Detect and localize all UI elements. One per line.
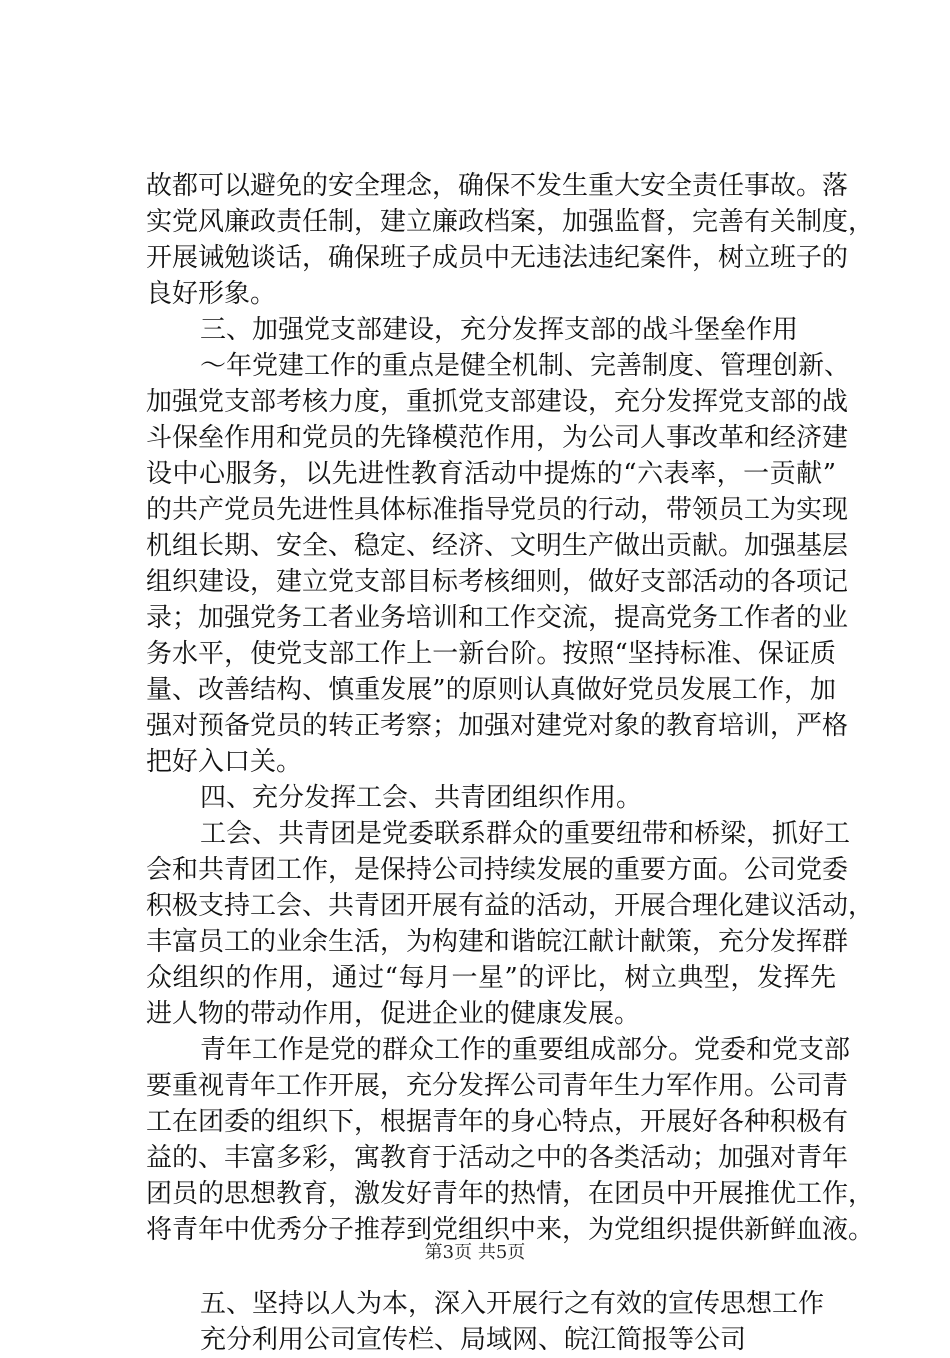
paragraph-line: 要重视青年工作开展，充分发挥公司青年生力军作用。公司青 xyxy=(146,1071,849,1101)
paragraph-line: 丰富员工的业余生活，为构建和谐皖江献计献策，充分发挥群 xyxy=(146,927,849,957)
paragraph-line: 量、改善结构、慎重发展”的原则认真做好党员发展工作，加 xyxy=(146,675,836,705)
paragraph-line: 会和共青团工作，是保持公司持续发展的重要方面。公司党委 xyxy=(146,855,849,885)
paragraph-line: 强对预备党员的转正考察；加强对建党对象的教育培训，严格 xyxy=(146,711,849,741)
paragraph-line: 工会、共青团是党委联系群众的重要纽带和桥梁，抓好工 xyxy=(200,819,851,849)
paragraph-line: 实党风廉政责任制，建立廉政档案，加强监督，完善有关制度， xyxy=(146,207,875,237)
paragraph-line: 进人物的带动作用，促进企业的健康发展。 xyxy=(146,999,641,1029)
paragraph-line: 机组长期、安全、稳定、经济、文明生产做出贡献。加强基层 xyxy=(146,531,849,561)
section-heading-4: 四、充分发挥工会、共青团组织作用。 xyxy=(200,783,643,813)
paragraph-line: 把好入口关。 xyxy=(146,747,303,777)
paragraph-line: 青年工作是党的群众工作的重要组成部分。党委和党支部 xyxy=(200,1035,851,1065)
document-body xyxy=(146,168,875,1358)
paragraph-line: 务水平，使党支部工作上一新台阶。按照“坚持标准、保证质 xyxy=(146,639,836,669)
paragraph-line: 的共产党员先进性具体标准指导党员的行动，带领员工为实现 xyxy=(146,495,849,525)
page-number-footer: 第3页 共5页 xyxy=(424,1242,526,1263)
section-heading-5: 五、坚持以人为本，深入开展行之有效的宣传思想工作 xyxy=(200,1289,825,1319)
paragraph-line: 组织建设，建立党支部目标考核细则，做好支部活动的各项记 xyxy=(146,567,849,597)
paragraph-line: 加强党支部考核力度，重抓党支部建设，充分发挥党支部的战 xyxy=(146,387,849,417)
paragraph-line: 积极支持工会、共青团开展有益的活动，开展合理化建议活动， xyxy=(146,891,875,921)
paragraph-line: 良好形象。 xyxy=(146,279,277,309)
paragraph-line: 将青年中优秀分子推荐到党组织中来，为党组织提供新鲜血液。 xyxy=(146,1215,875,1245)
paragraph-line: 充分利用公司宣传栏、局域网、皖江简报等公司 xyxy=(200,1325,747,1355)
section-heading-3: 三、加强党支部建设，充分发挥支部的战斗堡垒作用 xyxy=(200,315,799,345)
paragraph-line: 开展诫勉谈话，确保班子成员中无违法违纪案件，树立班子的 xyxy=(146,243,849,273)
paragraph-line: 工在团委的组织下，根据青年的身心特点，开展好各种积极有 xyxy=(146,1107,849,1137)
paragraph-line: 益的、丰富多彩，寓教育于活动之中的各类活动；加强对青年 xyxy=(146,1143,849,1173)
paragraph-line: 斗保垒作用和党员的先锋模范作用，为公司人事改革和经济建 xyxy=(146,423,849,453)
paragraph-line: ～年党建工作的重点是健全机制、完善制度、管理创新、 xyxy=(200,351,851,381)
paragraph-line: 设中心服务，以先进性教育活动中提炼的“六表率，一贡献” xyxy=(146,459,836,489)
paragraph-line: 录；加强党务工者业务培训和工作交流，提高党务工作者的业 xyxy=(146,603,849,633)
paragraph-line: 众组织的作用，通过“每月一星”的评比，树立典型，发挥先 xyxy=(146,963,836,993)
paragraph-line: 故都可以避免的安全理念，确保不发生重大安全责任事故。落 xyxy=(146,171,849,201)
paragraph-line: 团员的思想教育，激发好青年的热情，在团员中开展推优工作， xyxy=(146,1179,875,1209)
